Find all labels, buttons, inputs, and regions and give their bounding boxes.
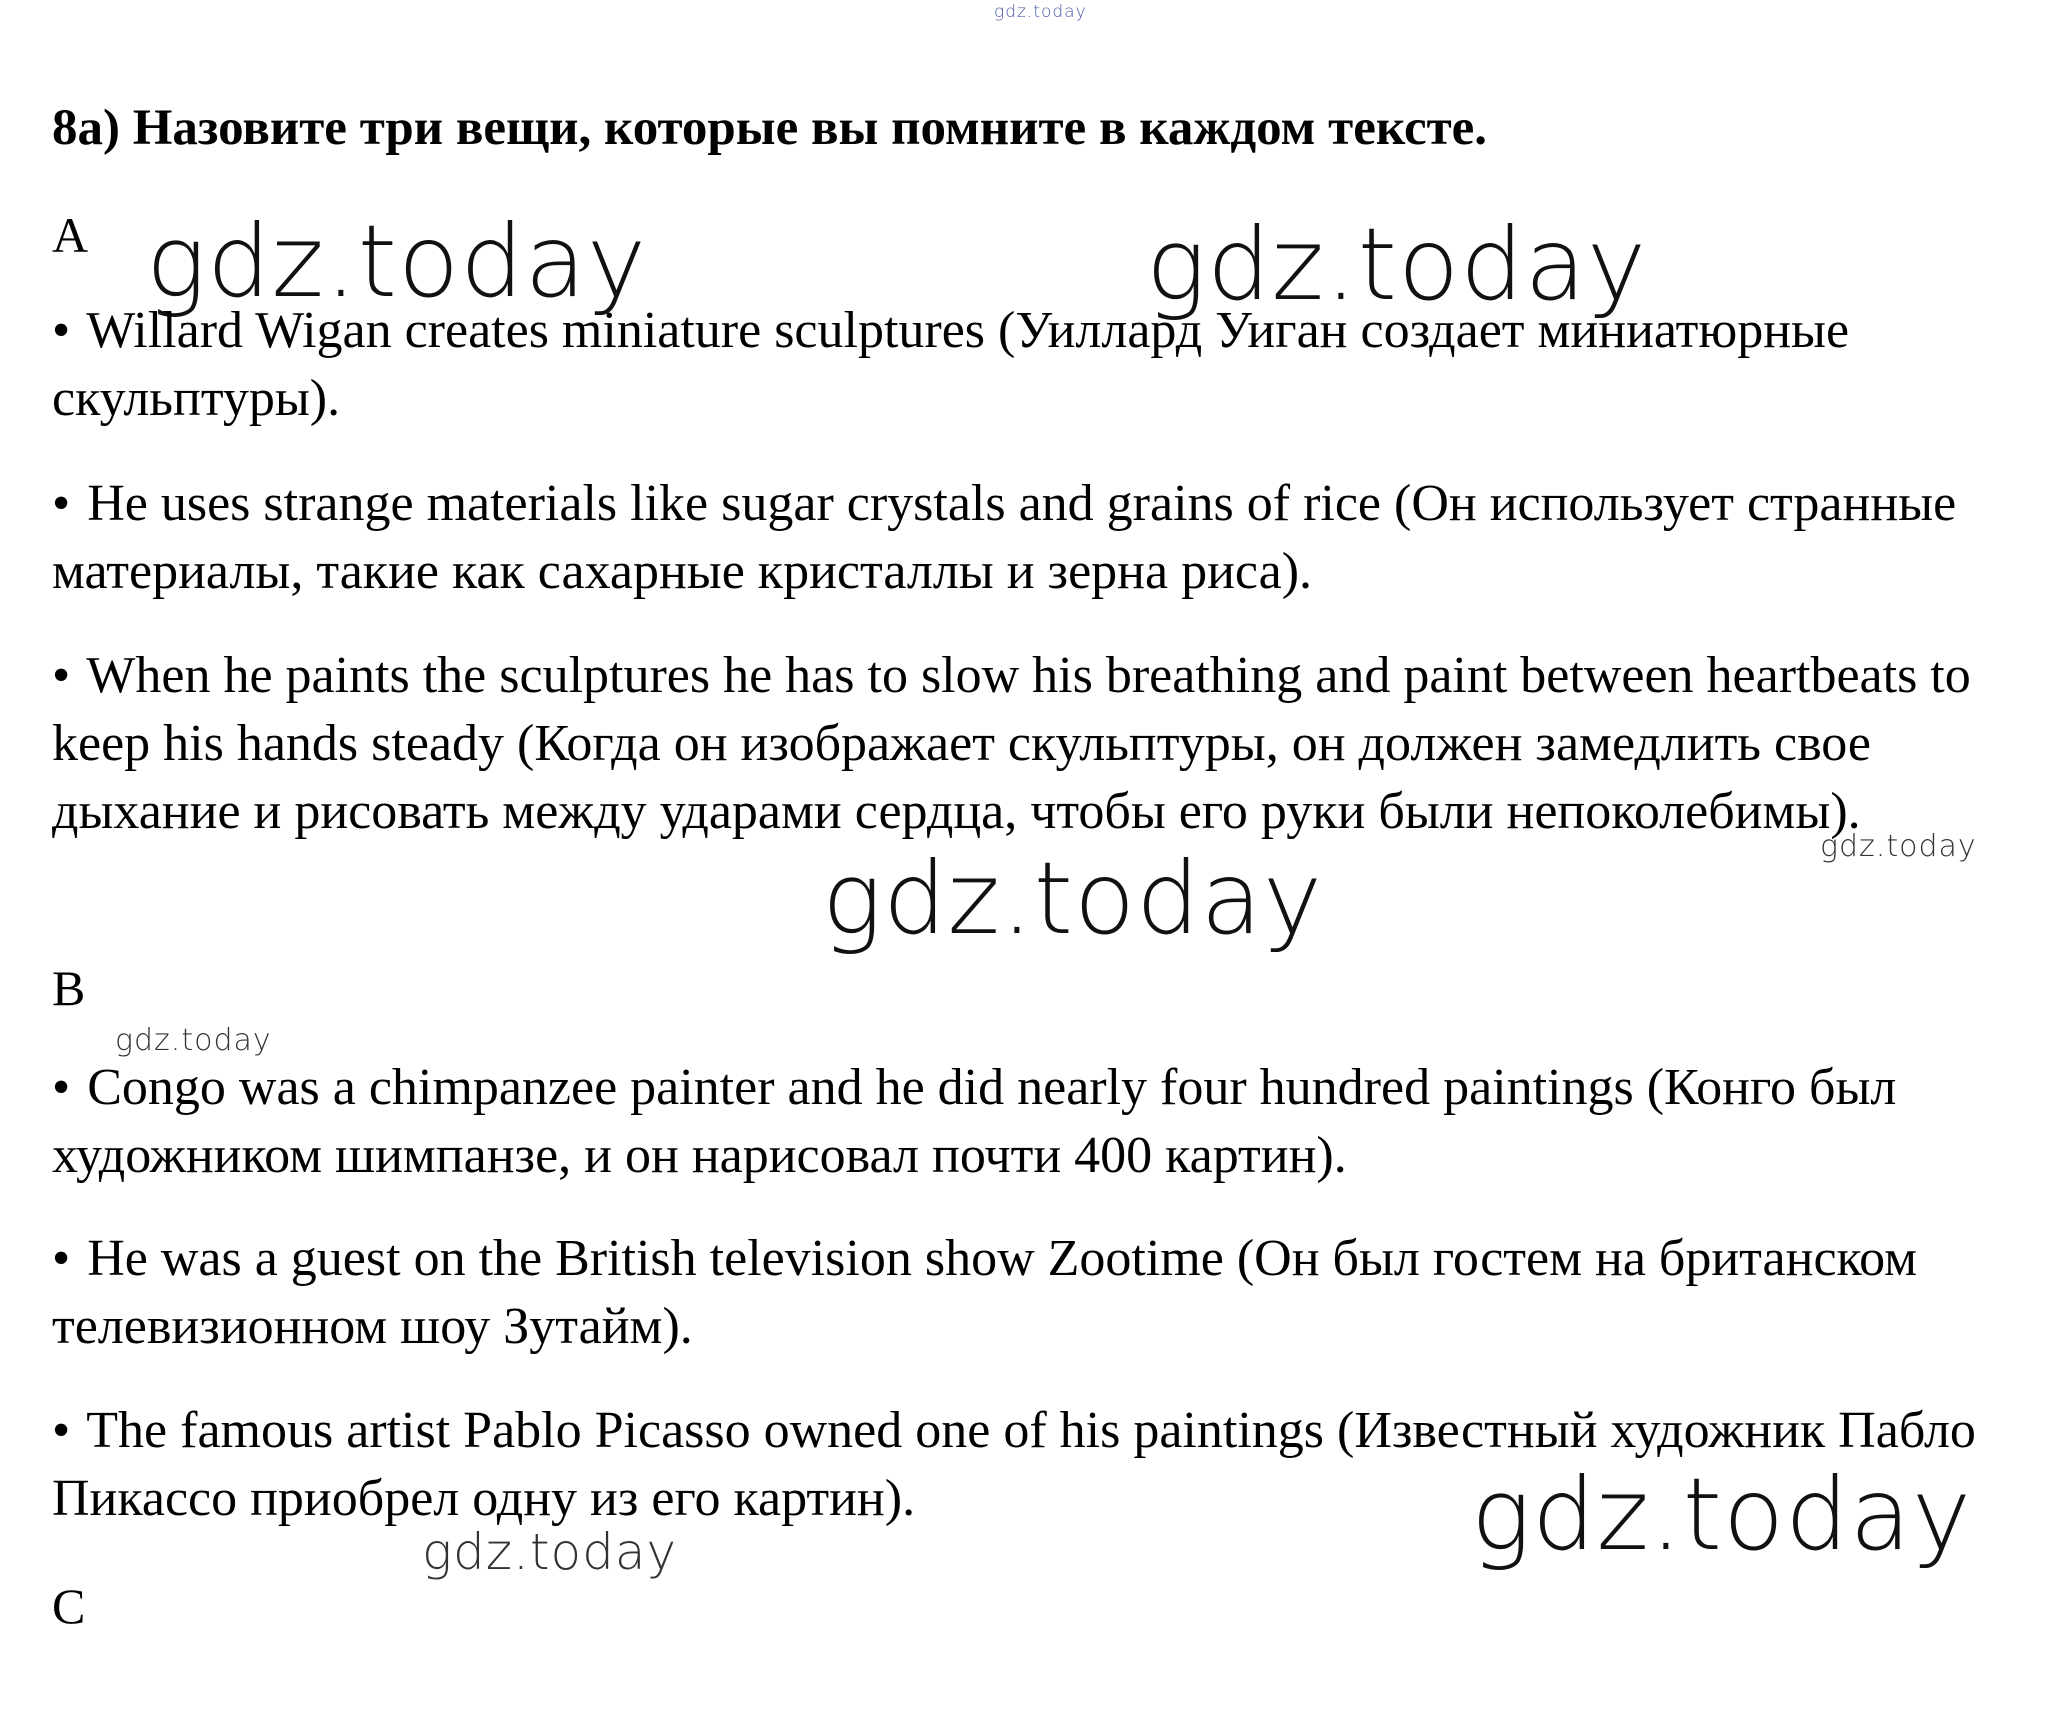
- bullet-icon: •: [52, 475, 71, 532]
- bullet-icon: •: [52, 1230, 71, 1287]
- watermark: gdz.today: [822, 840, 1324, 957]
- list-item: [52, 297, 2027, 433]
- task-heading: 8а) Назовите три вещи, которые вы помните в каждом тексте.: [52, 100, 1488, 156]
- section-letter-a: A: [52, 207, 89, 263]
- list-item: [52, 642, 2027, 846]
- watermark: gdz.today: [115, 1023, 272, 1058]
- list-item: [52, 470, 2027, 606]
- watermark-top: gdz.today: [994, 2, 1087, 22]
- list-item-text: He was a guest on the British television show Zootime (Он был гостем на британском телевизионном шоу Зутайм).: [52, 1230, 1918, 1355]
- bullet-icon: •: [52, 302, 71, 359]
- watermark: gdz.today: [146, 203, 648, 320]
- bullet-icon: •: [52, 1059, 71, 1116]
- list-item-text: He uses strange materials like sugar crystals and grains of rice (Он использует странные материалы, такие как сахарные кристаллы и зерна риса).: [52, 475, 1957, 600]
- watermark: gdz.today: [1146, 206, 1648, 323]
- list-item-text: The famous artist Pablo Picasso owned one of his paintings (Известный художник Пабло Пикассо приобрел одну из его картин).: [52, 1402, 1976, 1527]
- list-item: [52, 1225, 2027, 1361]
- list-item-text: When he paints the sculptures he has to slow his breathing and paint between heartbeats to keep his hands steady (Когда он изображает скульптуры, он должен замедлить свое дыхание и рисовать между ударами сердца, чтобы его руки были непоколебимы).: [52, 647, 1971, 840]
- watermark: gdz.today: [1820, 829, 1977, 864]
- section-letter-b: B: [52, 960, 86, 1016]
- bullet-icon: •: [52, 647, 71, 704]
- list-item: [52, 1054, 2027, 1190]
- watermark: gdz.today: [1471, 1456, 1973, 1573]
- section-letter-c: C: [52, 1578, 86, 1634]
- list-item-text: Congo was a chimpanzee painter and he did nearly four hundred paintings (Конго был художником шимпанзе, и он нарисовал почти 400 картин).: [52, 1059, 1897, 1184]
- list-item: [52, 1397, 2027, 1533]
- bullet-icon: •: [52, 1402, 71, 1459]
- watermark: gdz.today: [422, 1523, 678, 1581]
- list-item-text: Willard Wigan creates miniature sculptures (Уиллард Уиган создает миниатюрные скульптуры).: [52, 302, 1850, 427]
